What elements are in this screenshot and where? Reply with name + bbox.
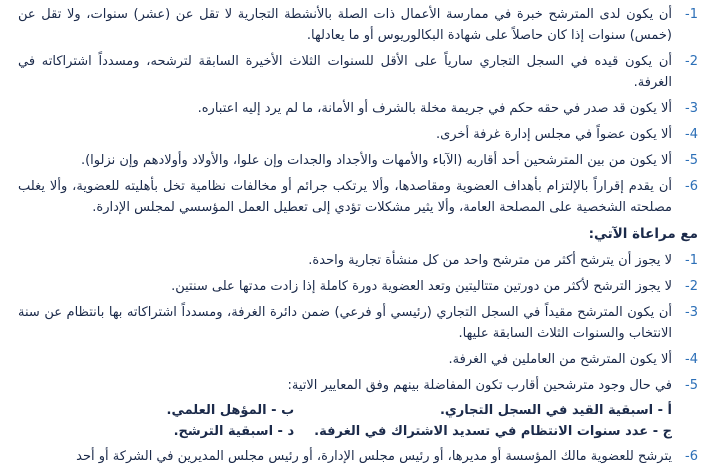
item-number: 2-	[685, 279, 698, 294]
notes-list	[18, 250, 698, 467]
condition-item	[18, 98, 698, 119]
item-number: 4-	[685, 127, 698, 142]
item-text: أن يقدم إقراراً بالإلتزام بأهداف العضوية ومقاصدها، وألا يرتكب جرائم أو مخالفات نظامية تخل بأهليته للعضوية، وألا يغلب مصلحته الشخصية على المصلحة العامة، وألا يثير مشكلات تؤدي إلى تعطيل العمل المؤسسي لمجلس الإدارة.	[18, 179, 672, 215]
item-number: 1-	[685, 253, 698, 268]
criterion-a: أ - اسبقية القيد في السجل التجاري.	[439, 403, 672, 418]
item-text: ألا يكون المترشح من العاملين في الغرفة.	[448, 352, 672, 367]
item-text: ألا يكون قد صدر في حقه حكم في جريمة مخلة بالشرف أو الأمانة، ما لم يرد إليه اعتباره.	[197, 101, 672, 116]
note-item	[18, 446, 698, 467]
item-number: 1-	[685, 7, 698, 22]
item-text: أن يكون المترشح مقيداً في السجل التجاري (رئيسي أو فرعي) ضمن دائرة الغرفة، ومسدداً اشتراكاته بها بانتظام عن سنة الانتخاب والسنوات الثلاث السابقة عليها.	[18, 305, 672, 341]
item-number: 6-	[685, 449, 698, 464]
item-text: لا يجوز الترشح لأكثر من دورتين متتاليتين وتعد العضوية دورة كاملة إذا زادت مدتها على سنتين.	[171, 279, 672, 294]
note-item	[18, 302, 698, 344]
item-number: 3-	[685, 101, 698, 116]
note-item	[18, 250, 698, 271]
item-number: 2-	[685, 54, 698, 69]
item-text: ألا يكون عضواً في مجلس إدارة غرفة أخرى.	[435, 127, 672, 142]
note-item	[18, 276, 698, 297]
item-text: في حال وجود مترشحين أقارب تكون المفاضلة بينهم وفق المعايير الاتية:	[287, 378, 672, 393]
condition-item	[18, 150, 698, 171]
condition-item	[18, 51, 698, 93]
notes-heading: مع مراعاة الآتي:	[588, 226, 698, 242]
condition-item	[18, 176, 698, 218]
criteria-grid	[18, 400, 698, 442]
item-text: أن يكون قيده في السجل التجاري سارياً على الأقل للسنوات الثلاث الأخيرة السابقة لترشحه، ومسدداً اشتراكاته في الغرفة.	[18, 54, 672, 90]
note-item	[18, 375, 698, 396]
item-text: يترشح للعضوية مالك المؤسسة أو مديرها، أو رئيس مجلس الإدارة، أو رئيس مجلس المديرين في الشركة أو أحد	[76, 449, 672, 464]
item-text: أن يكون لدى المترشح خبرة في ممارسة الأعمال ذات الصلة بالأنشطة التجارية لا تقل عن (عشر) سنوات، ولا تقل عن (خمس) سنوات إذا كان حاصلاً على شهادة البكالوريوس أو ما يعادلها.	[18, 7, 672, 43]
condition-item	[18, 124, 698, 145]
criterion-b: ب - المؤهل العلمي.	[166, 403, 295, 418]
item-text: ألا يكون من بين المترشحين أحد أقاربه (الآباء والأمهات والأجداد والجدات وإن علوا، والأولاد وأولادهم وإن نزلوا).	[80, 153, 672, 168]
item-number: 4-	[685, 352, 698, 367]
item-text: لا يجوز أن يترشح أكثر من مترشح واحد من كل منشأة تجارية واحدة.	[308, 253, 672, 268]
criterion-d: د - اسبقية الترشح.	[173, 424, 295, 439]
note-item	[18, 349, 698, 370]
item-number: 3-	[685, 305, 698, 320]
item-number: 5-	[685, 153, 698, 168]
criterion-c: ج - عدد سنوات الانتظام في تسديد الاشتراك في الغرفة.	[314, 424, 672, 439]
item-number: 6-	[685, 179, 698, 194]
item-number: 5-	[685, 378, 698, 393]
conditions-list	[18, 4, 698, 218]
condition-item	[18, 4, 698, 46]
